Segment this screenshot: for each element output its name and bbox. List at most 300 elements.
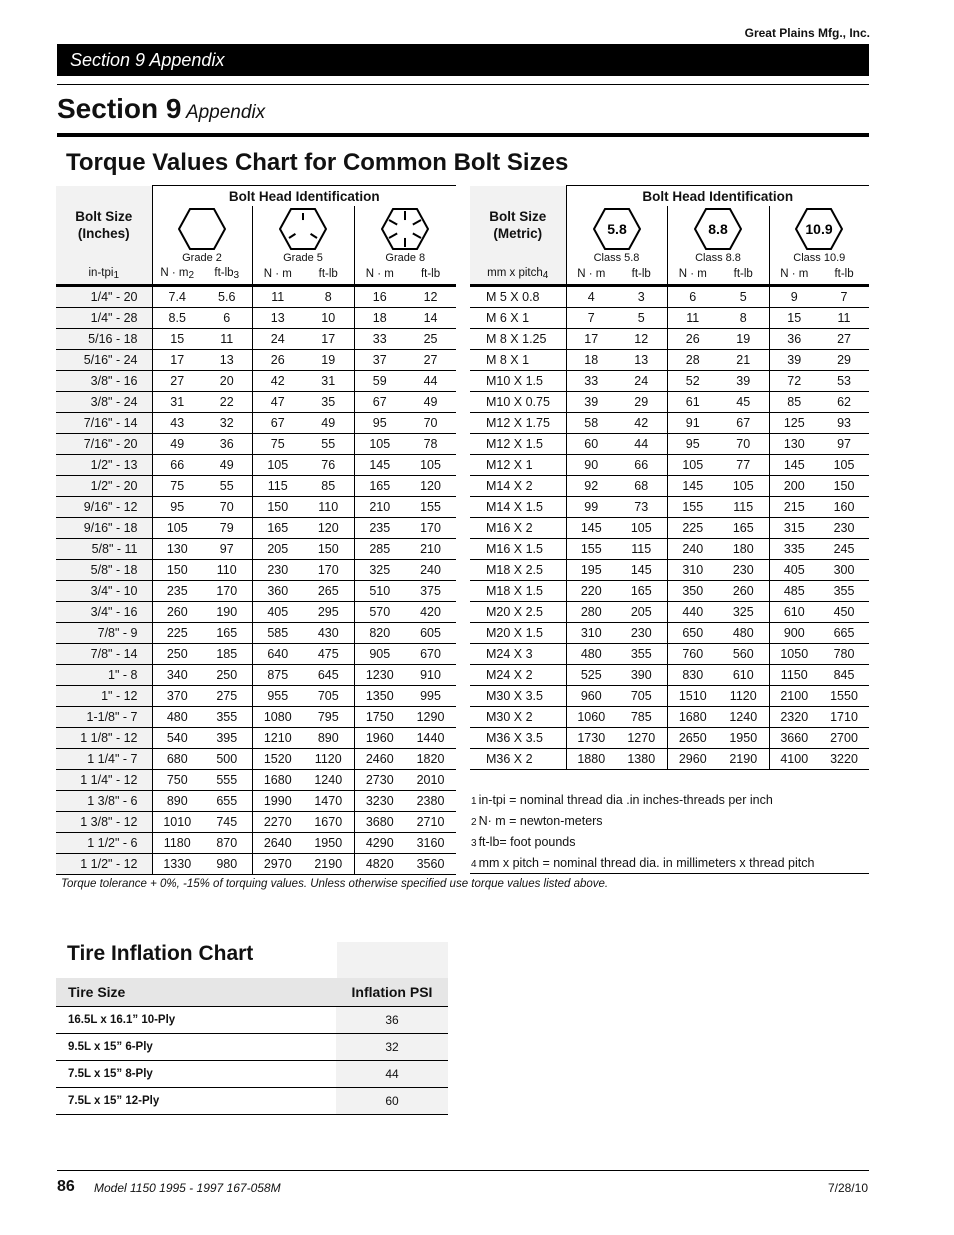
table-row [56,833,456,854]
torque-value-cell: 555 [202,770,252,791]
torque-value-cell: 42 [616,413,667,434]
torque-value-cell: 2460 [354,749,405,770]
bolt-size-cell: 1" - 12 [56,686,152,707]
torque-value-cell: 870 [202,833,252,854]
torque-value-cell: 33 [354,329,405,350]
table-row [56,1034,448,1061]
table-row [56,392,456,413]
bolt-size-cell: M10 X 1.5 [470,371,566,392]
torque-table-metric [470,185,869,770]
torque-value-cell: 3220 [819,749,869,770]
torque-value-cell: 650 [667,623,718,644]
torque-value-cell: 20 [202,371,252,392]
torque-value-cell: 170 [405,518,456,539]
torque-value-cell: 230 [252,560,303,581]
torque-value-cell: 275 [202,686,252,707]
table-row [470,371,869,392]
torque-value-cell: 5 [616,308,667,329]
class-5-8-cell [566,206,667,264]
unit-nm: $N \cdot m_2$ [152,264,202,286]
torque-value-cell: 60 [566,434,616,455]
torque-value-cell: 105 [819,455,869,476]
torque-value-cell: 430 [303,623,354,644]
bolt-size-cell: 1-1/8" - 7 [56,707,152,728]
table-row [470,455,869,476]
torque-value-cell: 1230 [354,665,405,686]
torque-value-cell: 115 [718,497,769,518]
model-info: Model 1150 1995 - 1997 167-058M [94,1181,281,1195]
torque-value-cell: 22 [202,392,252,413]
table-row [56,770,456,791]
torque-value-cell: 4820 [354,854,405,875]
bolt-size-cell: 1 1/2" - 12 [56,854,152,875]
torque-value-cell: 480 [718,623,769,644]
torque-value-cell: 155 [667,497,718,518]
bolt-size-cell: M 6 X 1 [470,308,566,329]
company-name: Great Plains Mfg., Inc. [744,26,870,40]
torque-value-cell: 405 [252,602,303,623]
torque-value-cell: 1120 [718,686,769,707]
torque-value-cell: 585 [252,623,303,644]
torque-value-cell: 78 [405,434,456,455]
torque-value-cell: 36 [202,434,252,455]
torque-value-cell: 90 [566,455,616,476]
torque-value-cell: 61 [667,392,718,413]
torque-value-cell: 180 [718,539,769,560]
bolt-size-cell: M 5 X 0.8 [470,286,566,308]
torque-value-cell: 830 [667,665,718,686]
table-row [56,728,456,749]
torque-value-cell: 35 [303,392,354,413]
revision-date: 7/28/10 [827,1181,868,1195]
torque-value-cell: 230 [819,518,869,539]
table-row [56,497,456,518]
torque-value-cell: 185 [202,644,252,665]
torque-value-cell: 12 [616,329,667,350]
torque-value-cell: 13 [252,308,303,329]
torque-value-cell: 245 [819,539,869,560]
torque-value-cell: 29 [616,392,667,413]
torque-value-cell: 360 [252,581,303,602]
torque-value-cell: 325 [354,560,405,581]
bolt-size-cell: M 8 X 1.25 [470,329,566,350]
torque-value-cell: 285 [354,539,405,560]
torque-value-cell: 33 [566,371,616,392]
table-row [56,539,456,560]
grade-8-hex-icon [381,207,429,251]
torque-value-cell: 8 [718,308,769,329]
class-mark: 5.8 [606,220,627,237]
table-row [56,455,456,476]
section-title: Section 9 [57,93,182,124]
torque-value-cell: 525 [566,665,616,686]
table-row [56,602,456,623]
grade-name: Grade 2 [182,251,222,264]
table-row [470,686,869,707]
torque-value-cell: 485 [769,581,819,602]
unit-ftlb: $ft-lb_3$ [214,267,240,281]
bolt-size-cell: M16 X 1.5 [470,539,566,560]
torque-value-cell: 295 [303,602,354,623]
torque-value-cell: 1950 [303,833,354,854]
torque-value-cell: 67 [354,392,405,413]
torque-value-cell: 1550 [819,686,869,707]
torque-value-cell: 1820 [405,749,456,770]
torque-value-cell: 890 [152,791,202,812]
torque-value-cell: 3160 [405,833,456,854]
torque-value-cell: 200 [769,476,819,497]
table-row [56,371,456,392]
unit-ftlb: ft-lb [733,268,753,280]
torque-value-cell: 820 [354,623,405,644]
table-row [470,434,869,455]
table-row [56,1088,448,1115]
tire-inflation-table [56,978,448,1115]
grade-name: Grade 8 [385,251,426,264]
torque-value-cell: 31 [152,392,202,413]
torque-value-cell: 77 [718,455,769,476]
bolt-size-cell: 5/16 - 18 [56,329,152,350]
torque-value-cell: 395 [202,728,252,749]
torque-value-cell: 500 [202,749,252,770]
class-8-8-cell [667,206,769,264]
grade-5-hex-icon [279,207,327,251]
table-row [56,644,456,665]
torque-value-cell: 58 [566,413,616,434]
torque-value-cell: 745 [202,812,252,833]
bolt-size-cell: M20 X 2.5 [470,602,566,623]
bolt-size-cell: M30 X 2 [470,707,566,728]
bolt-size-cell: 9/16" - 12 [56,497,152,518]
section-subtitle: Appendix [185,102,266,123]
torque-chart-title: Torque Values Chart for Common Bolt Sizes [66,149,569,176]
torque-value-cell: 3680 [354,812,405,833]
torque-value-cell: 26 [667,329,718,350]
torque-value-cell: 480 [566,644,616,665]
bolt-size-cell: M36 X 2 [470,749,566,770]
torque-value-cell: 155 [405,497,456,518]
torque-value-cell: 70 [405,413,456,434]
header-rule [57,84,869,85]
torque-value-cell: 240 [667,539,718,560]
bolt-size-cell: M14 X 2 [470,476,566,497]
torque-value-cell: 1050 [769,644,819,665]
torque-value-cell: 85 [303,476,354,497]
torque-value-cell: 250 [152,644,202,665]
table-row [470,329,869,350]
torque-value-cell: 66 [152,455,202,476]
tire-size-header: Tire Size [56,978,336,1007]
bolt-size-cell: M24 X 2 [470,665,566,686]
grade-2-cell [152,206,252,264]
torque-value-cell: 1330 [152,854,202,875]
torque-value-cell: 3230 [354,791,405,812]
torque-value-cell: 355 [616,644,667,665]
torque-value-cell: 49 [202,455,252,476]
torque-value-cell: 105 [616,518,667,539]
torque-value-cell: 2190 [303,854,354,875]
section-banner [57,44,869,76]
torque-value-cell: 145 [769,455,819,476]
table-row [56,1061,448,1088]
torque-value-cell: 795 [303,707,354,728]
table-row [56,854,456,875]
bolt-size-cell: 1 1/4" - 12 [56,770,152,791]
torque-value-cell: 6 [667,286,718,308]
table-row [56,623,456,644]
torque-value-cell: 145 [667,476,718,497]
torque-value-cell: 79 [202,518,252,539]
torque-value-cell: 17 [303,329,354,350]
torque-value-cell: 160 [819,497,869,518]
table-row [470,749,869,770]
torque-value-cell: 780 [819,644,869,665]
torque-value-cell: 570 [354,602,405,623]
torque-value-cell: 480 [152,707,202,728]
torque-value-cell: 14 [405,308,456,329]
tire-psi: 60 [336,1088,448,1115]
tire-psi: 36 [336,1007,448,1034]
table-row [470,665,869,686]
torque-value-cell: 105 [152,518,202,539]
torque-value-cell: 955 [252,686,303,707]
table-row [470,308,869,329]
torque-value-cell: 27 [405,350,456,371]
torque-value-cell: 150 [303,539,354,560]
bolt-size-cell: M18 X 1.5 [470,581,566,602]
table-row [56,476,456,497]
bolt-size-cell: 5/16" - 24 [56,350,152,371]
torque-value-cell: 610 [769,602,819,623]
table-row [470,623,869,644]
bolt-size-cell: M14 X 1.5 [470,497,566,518]
torque-value-cell: 49 [405,392,456,413]
torque-value-cell: 115 [252,476,303,497]
table-row [56,518,456,539]
torque-value-cell: 5.6 [202,286,252,308]
torque-value-cell: 640 [252,644,303,665]
class-10-9-cell [769,206,869,264]
torque-value-cell: 150 [819,476,869,497]
torque-value-cell: 68 [616,476,667,497]
table-row [56,791,456,812]
torque-value-cell: 1670 [303,812,354,833]
table-row [56,434,456,455]
footnote: 3 ft-lb= foot pounds [471,835,576,849]
torque-value-cell: 390 [616,665,667,686]
torque-value-cell: 890 [303,728,354,749]
table-row [470,413,869,434]
torque-value-cell: 19 [718,329,769,350]
bolt-size-cell: 3/4" - 16 [56,602,152,623]
torque-value-cell: 165 [354,476,405,497]
table-row [56,350,456,371]
torque-value-cell: 315 [769,518,819,539]
torque-value-cell: 1380 [616,749,667,770]
unit-mm-pitch: mm x pitch$_4$ [470,264,566,286]
bolt-size-cell: 1 1/4" - 7 [56,749,152,770]
torque-value-cell: 905 [354,644,405,665]
torque-value-cell: 44 [616,434,667,455]
torque-value-cell: 995 [405,686,456,707]
torque-value-cell: 1470 [303,791,354,812]
bolt-size-cell: 1/4" - 28 [56,308,152,329]
torque-value-cell: 260 [718,581,769,602]
torque-value-cell: 310 [667,560,718,581]
torque-value-cell: 845 [819,665,869,686]
torque-value-cell: 1750 [354,707,405,728]
torque-value-cell: 4 [566,286,616,308]
bolt-head-id-title-inch: Bolt Head Identification [152,186,456,207]
bolt-size-cell: M10 X 0.75 [470,392,566,413]
torque-value-cell: 235 [354,518,405,539]
torque-value-cell: 99 [566,497,616,518]
torque-value-cell: 92 [566,476,616,497]
torque-value-cell: 7 [819,286,869,308]
class-mark: 8.8 [708,220,728,237]
torque-value-cell: 785 [616,707,667,728]
torque-value-cell: 325 [718,602,769,623]
bolt-head-id-title-metric: Bolt Head Identification [566,186,869,207]
bolt-size-cell: 1 1/2" - 6 [56,833,152,854]
unit-ftlb: ft-lb [631,268,651,280]
class-name: Class 10.9 [793,251,846,264]
torque-value-cell: 7 [566,308,616,329]
torque-value-cell: 2710 [405,812,456,833]
torque-value-cell: 43 [152,413,202,434]
torque-value-cell: 17 [152,350,202,371]
footnote: 2 N· m = newton-meters [471,814,603,828]
torque-value-cell: 120 [405,476,456,497]
torque-value-cell: 1710 [819,707,869,728]
tire-psi: 44 [336,1061,448,1088]
footnote-rule [470,873,869,874]
torque-value-cell: 105 [405,455,456,476]
torque-value-cell: 76 [303,455,354,476]
torque-value-cell: 24 [616,371,667,392]
torque-value-cell: 680 [152,749,202,770]
torque-value-cell: 450 [819,602,869,623]
torque-value-cell: 29 [819,350,869,371]
torque-value-cell: 72 [769,371,819,392]
table-row [56,581,456,602]
torque-value-cell: 1180 [152,833,202,854]
bolt-size-cell: 5/8" - 18 [56,560,152,581]
bolt-size-cell: 5/8" - 11 [56,539,152,560]
torque-value-cell: 2320 [769,707,819,728]
torque-value-cell: 170 [303,560,354,581]
torque-value-cell: 47 [252,392,303,413]
torque-value-cell: 66 [616,455,667,476]
torque-value-cell: 1520 [252,749,303,770]
torque-value-cell: 510 [354,581,405,602]
torque-value-cell: 1730 [566,728,616,749]
torque-value-cell: 11 [667,308,718,329]
class-5-8-hex-icon [593,207,641,251]
unit-ftlb: ft-lb [318,268,338,280]
bolt-size-cell: 7/16" - 14 [56,413,152,434]
grade-8-cell [354,206,456,264]
torque-value-cell: 125 [769,413,819,434]
torque-value-cell: 670 [405,644,456,665]
bolt-size-cell: M12 X 1.75 [470,413,566,434]
torque-value-cell: 150 [152,560,202,581]
bolt-size-cell: 1/2" - 13 [56,455,152,476]
torque-value-cell: 910 [405,665,456,686]
torque-value-cell: 31 [303,371,354,392]
torque-value-cell: 1060 [566,707,616,728]
bolt-size-cell: 9/16" - 18 [56,518,152,539]
torque-value-cell: 26 [252,350,303,371]
torque-value-cell: 36 [769,329,819,350]
tire-size: 7.5L x 15” 12-Ply [56,1088,336,1115]
torque-value-cell: 205 [252,539,303,560]
unit-in-tpi: in-tpi$_1$ [56,264,152,286]
torque-value-cell: 49 [303,413,354,434]
tire-size: 16.5L x 16.1” 10-Ply [56,1007,336,1034]
bolt-size-cell: M16 X 2 [470,518,566,539]
torque-value-cell: 980 [202,854,252,875]
table-row [470,286,869,308]
torque-value-cell: 52 [667,371,718,392]
table-row [470,707,869,728]
table-row [56,749,456,770]
torque-value-cell: 5 [718,286,769,308]
section-banner-text: Section 9 Appendix [70,50,225,70]
torque-value-cell: 225 [667,518,718,539]
bolt-size-cell: 7/16" - 20 [56,434,152,455]
torque-value-cell: 67 [252,413,303,434]
torque-value-cell: 170 [202,581,252,602]
torque-value-cell: 190 [202,602,252,623]
table-row [470,581,869,602]
torque-value-cell: 12 [405,286,456,308]
table-row [470,644,869,665]
torque-value-cell: 1350 [354,686,405,707]
torque-value-cell: 6 [202,308,252,329]
torque-value-cell: 39 [769,350,819,371]
table-row [56,686,456,707]
torque-value-cell: 17 [566,329,616,350]
footer-rule [57,1170,869,1171]
unit-nm: N · m [769,264,819,286]
bolt-size-cell: 3/8" - 16 [56,371,152,392]
torque-value-cell: 215 [769,497,819,518]
table-row [56,665,456,686]
bolt-size-cell: M24 X 3 [470,644,566,665]
torque-value-cell: 8 [303,286,354,308]
torque-value-cell: 350 [667,581,718,602]
torque-value-cell: 105 [718,476,769,497]
torque-value-cell: 18 [566,350,616,371]
torque-value-cell: 2960 [667,749,718,770]
grade-2-hex-icon [178,207,226,251]
section-heading [57,93,265,125]
torque-value-cell: 2700 [819,728,869,749]
torque-value-cell: 210 [405,539,456,560]
torque-value-cell: 1080 [252,707,303,728]
torque-value-cell: 1240 [718,707,769,728]
torque-value-cell: 95 [152,497,202,518]
torque-value-cell: 120 [303,518,354,539]
torque-value-cell: 3560 [405,854,456,875]
torque-value-cell: 73 [616,497,667,518]
grade-5-cell [252,206,354,264]
torque-value-cell: 560 [718,644,769,665]
torque-value-cell: 18 [354,308,405,329]
unit-nm: N · m [354,264,405,286]
footnotes [471,790,869,874]
